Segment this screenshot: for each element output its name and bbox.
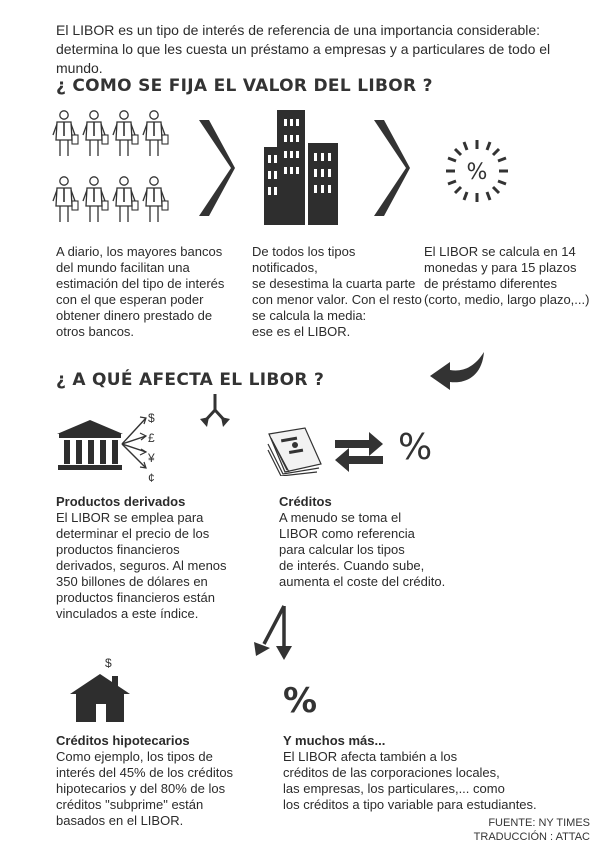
step-currencies-text: El LIBOR se calcula en 14 monedas y para 15 plazos de préstamo diferentes (corto, medio, largo plazo,...) xyxy=(424,244,590,307)
derivatives-text: El LIBOR se emplea para determinar el precio de los productos financieros derivados, seguros. Al menos 350 billones de dólares en productos financieros están vinculados a este índice. xyxy=(56,510,227,621)
branch-arrow-icon xyxy=(198,392,232,432)
section-title-how: ¿ COMO SE FIJA EL VALOR DEL LIBOR ? xyxy=(56,76,433,96)
mortgages-title: Créditos hipotecarios xyxy=(56,733,190,748)
chevron-right-icon xyxy=(195,118,235,218)
exchange-arrows-icon xyxy=(333,430,385,474)
bankers-icon xyxy=(50,108,175,233)
cent-symbol: ¢ xyxy=(148,471,155,485)
percent-glyph: % xyxy=(466,160,488,185)
derivatives-title: Productos derivados xyxy=(56,494,186,509)
bank-building-icon xyxy=(55,418,125,473)
credits-title: Créditos xyxy=(279,494,332,509)
step-average-text: De todos los tipos notificados, se desestima la cuarta parte con menor valor. Con el resto se calcula la media: ese es el LIBOR. xyxy=(252,244,422,339)
mortgages-text: Como ejemplo, los tipos de interés del 45% de los créditos hipotecarios y del 80% de los créditos "subprime" están basados en el LIBOR. xyxy=(56,749,234,828)
house-dollar-symbol: $ xyxy=(105,656,112,670)
step-banks-text: A diario, los mayores bancos del mundo facilitan una estimación del tipo de interés con el que esperan poder obtener dinero prestado de otros bancos. xyxy=(56,244,225,339)
section-title-affects: ¿ A QUÉ AFECTA EL LIBOR ? xyxy=(56,370,325,390)
curved-arrow-icon xyxy=(428,350,490,398)
translation-credit: TRADUCCIÓN : ATTAC xyxy=(473,831,590,843)
money-stack-icon xyxy=(265,424,325,476)
split-arrow-icon xyxy=(250,604,300,664)
more-percent: % xyxy=(283,681,318,721)
percent-burst-icon xyxy=(442,136,512,206)
more-text: El LIBOR afecta también a los créditos de las corporaciones locales, las empresas, los particulares,... como los créditos a tipo variable para estudiantes. xyxy=(283,749,537,812)
source-credit: FUENTE: NY TIMES xyxy=(488,817,590,829)
fan-arrows-icon xyxy=(120,412,150,472)
credits-text: A menudo se toma el LIBOR como referencia para calcular los tipos de interés. Cuando sube, aumenta el coste del crédito. xyxy=(279,510,446,589)
pound-symbol: £ xyxy=(148,431,155,445)
yen-symbol: ¥ xyxy=(148,451,155,465)
dollar-symbol: $ xyxy=(148,411,155,425)
credits-percent: % xyxy=(398,427,433,468)
chevron-right-icon xyxy=(370,118,410,218)
more-title: Y muchos más... xyxy=(283,733,386,748)
house-icon xyxy=(68,672,132,724)
buildings-icon xyxy=(262,105,347,225)
intro-text: El LIBOR es un tipo de interés de referencia de una importancia considerable: determina lo que les cuesta un préstamo a empresas y a particulares de todo el mundo. xyxy=(56,22,551,76)
